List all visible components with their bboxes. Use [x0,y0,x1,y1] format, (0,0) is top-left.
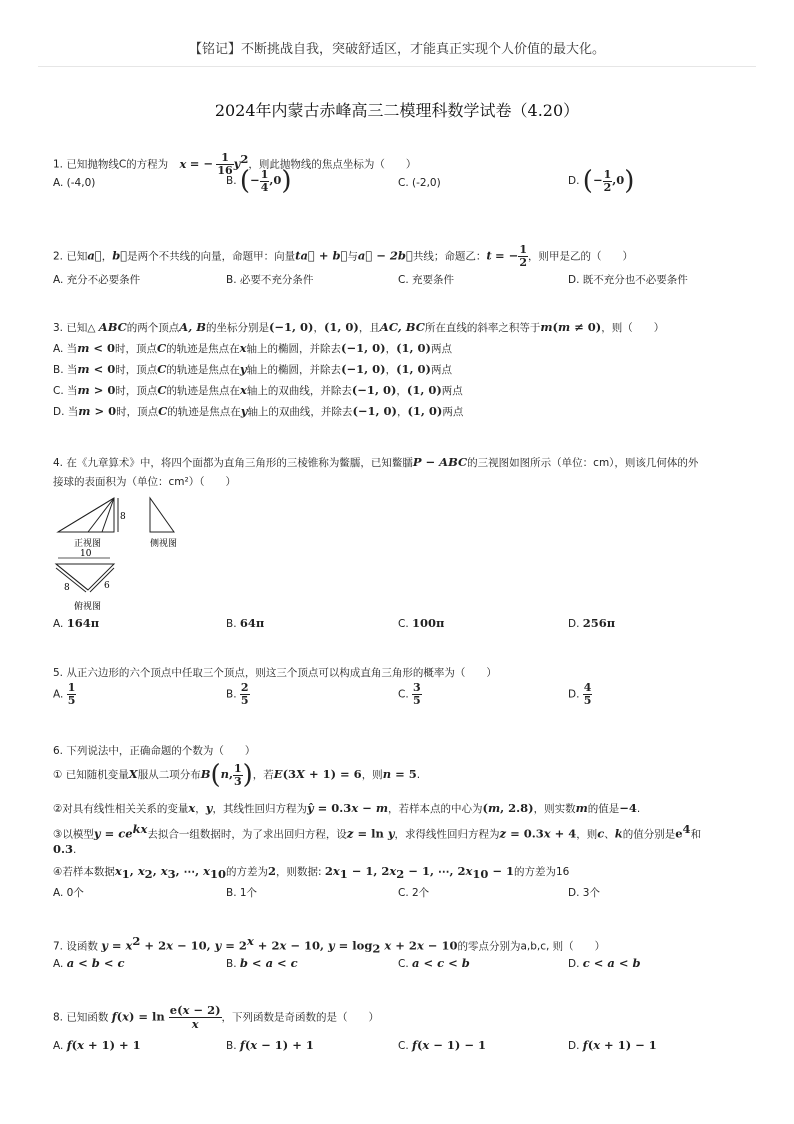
question-7-option-d[interactable]: D. c < a < b [568,956,641,970]
question-6-option-a[interactable]: A. 0个 [53,887,84,899]
question-3-option-b[interactable]: B. 当m < 0时，顶点C的轨迹是焦点在y轴上的椭圆，并除去(−1, 0)，(1, 0)两点 [53,362,452,376]
question-7-stem: 7. 设函数 $y = x^2 + 2x - 10$, $y = 2^x + 2x - 10$, $y = \log_2 x + 2x - 10$的零点分别为a,b,c, 则（ ） [53,934,606,956]
question-2-option-a[interactable]: A. 充分不必要条件 [53,274,141,286]
question-7-option-c[interactable]: C. a < c < b [398,956,470,970]
question-2-option-b[interactable]: B. 必要不充分条件 [226,274,314,286]
question-5-option-d[interactable]: D. $\frac{4}{5}$ [568,681,592,707]
question-4-stem-line1: 4. 在《九章算术》中，将四个面都为直角三角形的三棱锥称为鳖臑，已知鳖臑P − ABC的三视图如图所示（单位：cm），则该几何体的外 [53,455,699,469]
three-view-diagram [52,494,192,614]
question-4-option-a[interactable]: A. 164π [53,616,100,630]
question-4-option-d[interactable]: D. 256π [568,616,616,630]
question-8-option-a[interactable]: A. f(x + 1) + 1 [53,1038,141,1052]
side-view-label: 侧视图 [150,539,178,549]
fraction: $\frac{1}{16}$ [217,151,233,177]
question-4-option-b[interactable]: B. 64π [226,616,265,630]
header-divider [38,66,756,67]
question-3-stem: 3. 已知△ ABC的两个顶点A, B的坐标分别是(−1, 0)，(1, 0)，且AC, BC所在直线的斜率之积等于m(m ≠ 0)，则（ ） [53,320,665,334]
question-3-option-a[interactable]: A. 当m < 0时，顶点C的轨迹是焦点在x轴上的椭圆，并除去(−1, 0)，(1, 0)两点 [53,341,452,355]
question-5-option-c[interactable]: C. $\frac{3}{5}$ [398,681,421,707]
question-6-statement-4: ④若样本数据$x_1$, $x_2$, $x_3$, ⋯, $x_{10}$的方差为2，则数据: $2x_1 - 1$, $2x_2 - 1$, ⋯, $2x_{10} - 1$的方差为16 [53,864,570,882]
question-5-option-b[interactable]: B. $\frac{2}{5}$ [226,681,249,707]
page-header-motto: 【铭记】不断挑战自我，突破舒适区，才能真正实现个人价值的最大化。 [188,42,605,57]
question-1-option-a[interactable]: A. (-4,0) [53,177,96,189]
front-height-label: 8 [120,512,126,522]
question-6-option-d[interactable]: D. 3个 [568,887,600,899]
top-right-edge-label: 6 [104,581,110,591]
question-7-option-b[interactable]: B. b < a < c [226,956,298,970]
question-6-option-b[interactable]: B. 1个 [226,887,258,899]
question-4-stem-line2: 接球的表面积为（单位：cm²）（ ） [53,476,236,488]
question-6-stem: 6. 下列说法中，正确命题的个数为（ ） [53,745,256,757]
question-6-statement-2: ②对具有线性相关关系的变量x，y，其线性回归方程为ŷ = 0.3x − m，若样本点的中心为(m, 2.8)，则实数m的值是−4. [53,801,641,815]
question-7-option-a[interactable]: A. a < b < c [53,956,125,970]
question-6-statement-3: ③以模型$y = ce^{kx}$去拟合一组数据时，为了求出回归方程，设z = ln y，求得线性回归方程为z = 0.3x + 4，则c、k的值分别是$e^4$和 [53,822,702,841]
question-1-option-d[interactable]: D. (− $\frac{1}{2}$ ,0) [568,166,635,196]
front-view-label: 正视图 [74,539,102,549]
question-2-option-c[interactable]: C. 充要条件 [398,274,455,286]
top-view-label: 俯视图 [74,602,102,612]
top-width-label: 10 [80,549,92,559]
page-title: 2024年内蒙古赤峰高三二模理科数学试卷（4.20） [214,101,580,120]
question-4-option-c[interactable]: C. 100π [398,616,445,630]
question-6-option-c[interactable]: C. 2个 [398,887,430,899]
front-view [58,498,118,532]
question-8-stem: 8. 已知函数 f(x) = ln $\frac{e(x - 2)}{x}$ ，下列函数是奇函数的是（ ） [53,1003,380,1031]
question-1-stem: 1. 已知抛物线C的方程为 x = − $\frac{1}{16}$ $y^2$，则此抛物线的焦点坐标为（ ） [53,151,417,177]
question-1-option-c[interactable]: C. (-2,0) [398,177,441,189]
question-2-stem: 2. 已知a⃗，b⃗是两个不共线的向量，命题甲：向量ta⃗ + b⃗与a⃗ − 2b⃗共线；命题乙：t = − $\frac{1}{2}$ ，则甲是乙的（ ） [53,243,633,269]
question-1-option-b[interactable]: B. (− $\frac{1}{4}$ ,0) [226,166,292,196]
question-6-statement-1: ① 已知随机变量X服从二项分布B(n, $\frac{1}{3}$ )，若E(3X + 1) = 6，则n = 5. [53,760,421,790]
question-6-statement-3-cont: 0.3. [53,842,77,856]
question-8-option-b[interactable]: B. f(x − 1) + 1 [226,1038,314,1052]
question-5-stem: 5. 从正六边形的六个顶点中任取三个顶点，则这三个顶点可以构成直角三角形的概率为（ ） [53,667,497,679]
question-3-option-c[interactable]: C. 当m > 0时，顶点C的轨迹是焦点在x轴上的双曲线，并除去(−1, 0)，(1, 0)两点 [53,383,463,397]
question-2-option-d[interactable]: D. 既不充分也不必要条件 [568,274,688,286]
question-3-option-d[interactable]: D. 当m > 0时，顶点C的轨迹是焦点在y轴上的双曲线，并除去(−1, 0)，(1, 0)两点 [53,404,464,418]
question-8-option-c[interactable]: C. f(x − 1) − 1 [398,1038,487,1052]
question-8-option-d[interactable]: D. f(x + 1) − 1 [568,1038,657,1052]
top-left-edge-label: 8 [64,583,70,593]
question-5-option-a[interactable]: A. $\frac{1}{5}$ [53,681,76,707]
side-view [150,498,174,532]
